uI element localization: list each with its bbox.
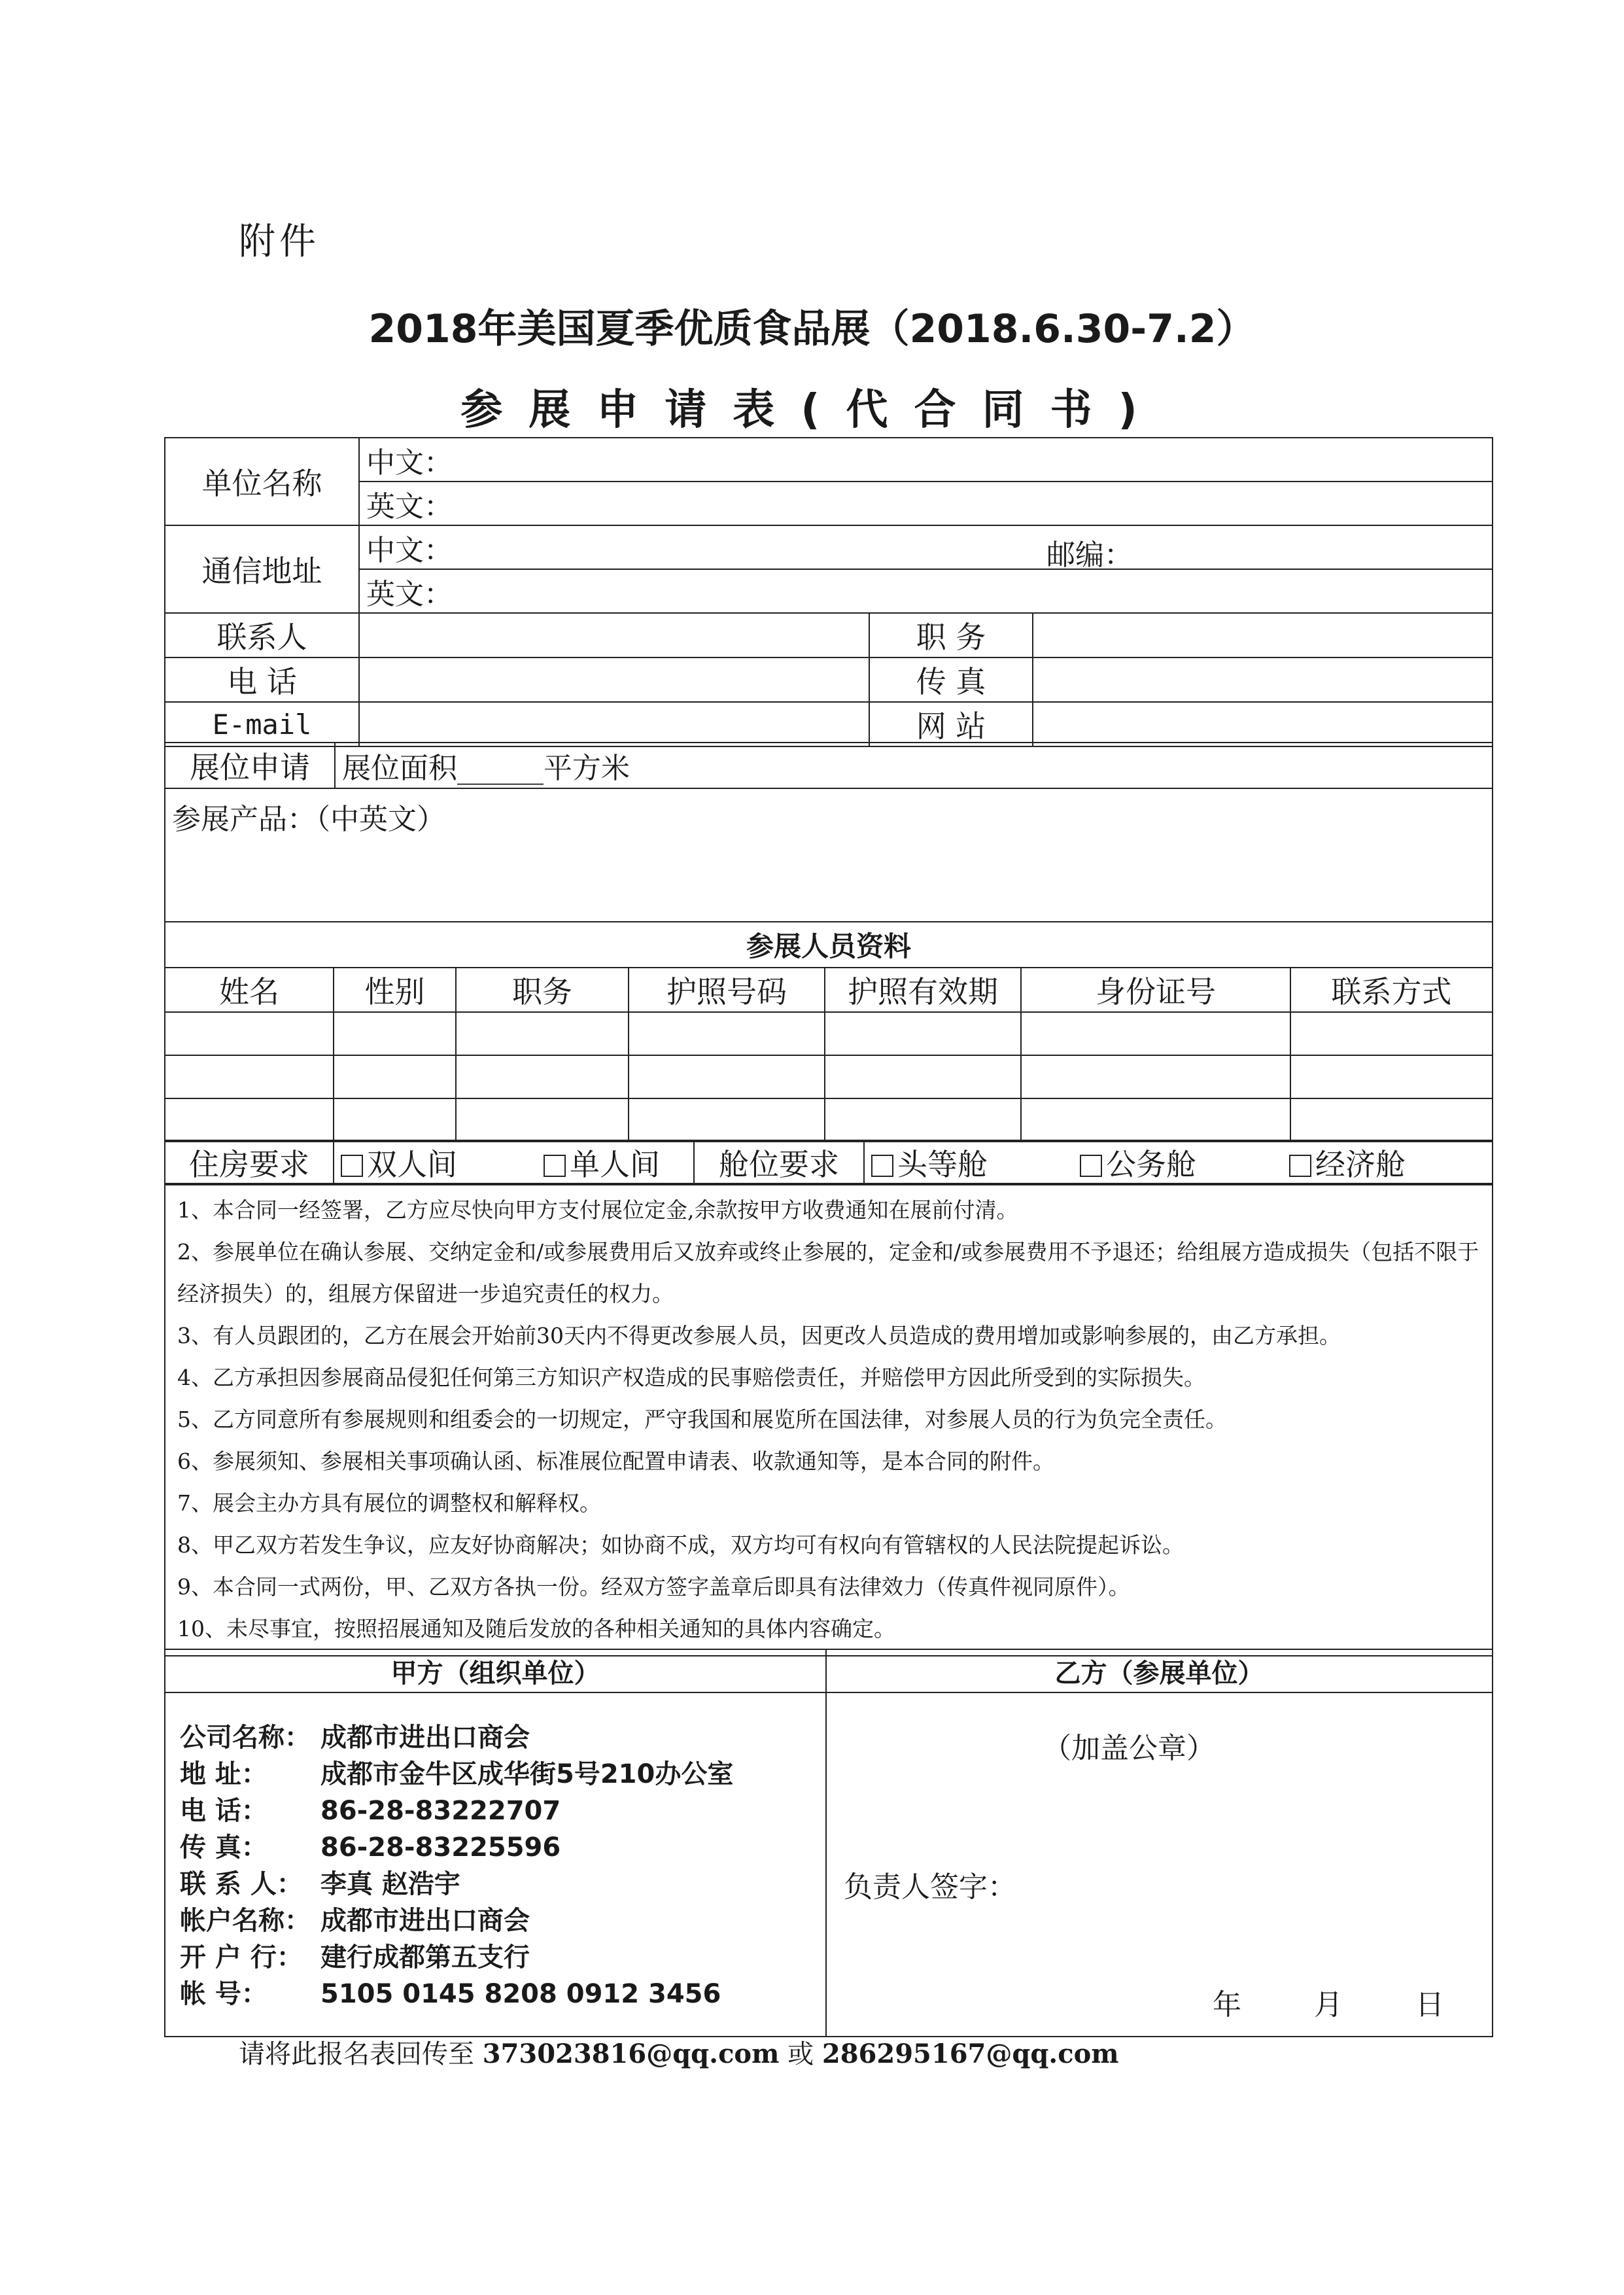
clause-item: 8、甲乙双方若发生争议，应友好协商解决；如协商不成，双方均可有权向有管辖权的人民法院提起诉讼。	[177, 1532, 1184, 1558]
fax-label: 传 真	[869, 657, 1033, 702]
business-class-label: 公务舱	[1106, 1147, 1196, 1182]
table-cell[interactable]	[1021, 1055, 1290, 1098]
party-b-title: 乙方（参展单位）	[826, 1649, 1493, 1692]
table-cell[interactable]	[629, 1098, 825, 1142]
company-info-table	[164, 437, 1493, 747]
company-name-cn-field[interactable]	[359, 438, 1493, 482]
signature-label: 负责人签字：	[844, 1870, 1016, 1904]
clause-item: 9、本合同一式两份，甲、乙双方各执一份。经双方签字盖章后即具有法律效力（传真件视同原件）。	[177, 1574, 1130, 1600]
first-class-label: 头等舱	[897, 1147, 988, 1182]
clause-item: 2、参展单位在确认参展、交纳定金和/或参展费用后又放弃或终止参展的，定金和/或参展费用不予退还；给组展方造成损失（包括不限于经济损失）的，组展方保留进一步追究责任的权力。	[177, 1239, 1479, 1306]
booth-label: 展位申请	[165, 743, 335, 788]
personnel-title: 参展人员资料	[165, 922, 1493, 968]
table-cell[interactable]	[1290, 1098, 1493, 1142]
address-label: 通信地址	[165, 525, 359, 613]
party-a-row: 电 话： 86-28-83222707	[180, 1796, 561, 1826]
clause-item: 7、展会主办方具有展位的调整权和解释权。	[177, 1490, 601, 1516]
email-field[interactable]	[359, 702, 869, 746]
table-cell[interactable]	[165, 1098, 334, 1142]
economy-class-label: 经济舱	[1315, 1147, 1406, 1182]
email-label: E-mail	[165, 702, 359, 746]
table-cell[interactable]	[1021, 1012, 1290, 1055]
table-cell[interactable]	[334, 1055, 456, 1098]
business-class-option[interactable]	[1073, 1140, 1283, 1185]
footer-note	[239, 2033, 1119, 2071]
footer-email-2[interactable]: 286295167@qq.com	[821, 2039, 1119, 2069]
table-cell[interactable]	[456, 1055, 629, 1098]
footer-or: 或	[787, 2039, 814, 2069]
table-row	[165, 1055, 1493, 1098]
table-cell[interactable]	[334, 1012, 456, 1055]
date-day: 日	[1415, 1988, 1444, 2022]
checkbox-icon[interactable]	[341, 1155, 363, 1177]
table-cell[interactable]	[825, 1098, 1021, 1142]
double-room-label: 双人间	[367, 1147, 457, 1182]
date-year: 年	[1213, 1988, 1241, 2022]
booth-area-field[interactable]: 展位面积______平方米	[335, 743, 1493, 788]
party-a-row: 帐 号： 5105 0145 8208 0912 3456	[180, 1979, 721, 2009]
table-cell[interactable]	[456, 1098, 629, 1142]
col-header-position: 职务	[456, 968, 629, 1012]
party-a-row: 帐户名称： 成都市进出口商会	[180, 1906, 530, 1936]
party-b-signature-area[interactable]	[826, 1692, 1493, 2037]
position-field[interactable]	[1033, 613, 1493, 657]
party-a-row: 公司名称： 成都市进出口商会	[180, 1723, 530, 1753]
table-cell[interactable]	[1290, 1012, 1493, 1055]
seal-placeholder: （加盖公章）	[1043, 1732, 1215, 1765]
double-room-option[interactable]	[334, 1140, 537, 1185]
company-name-en-field[interactable]	[359, 482, 1493, 525]
room-label: 住房要求	[165, 1140, 334, 1185]
fax-field[interactable]	[1033, 657, 1493, 702]
website-label: 网 站	[869, 702, 1033, 746]
contact-label: 联系人	[165, 613, 359, 657]
booth-table	[164, 742, 1493, 922]
form-subtitle: 参展申请表(代合同书)	[460, 386, 1164, 434]
address-cn-field[interactable]	[359, 525, 1493, 569]
en-label: 英文：	[366, 577, 453, 611]
position-label: 职 务	[869, 613, 1033, 657]
table-cell[interactable]	[165, 1012, 334, 1055]
company-name-label: 单位名称	[165, 438, 359, 525]
clause-item: 4、乙方承担因参展商品侵犯任何第三方知识产权造成的民事赔偿责任，并赔偿甲方因此所受到的实际损失。	[177, 1365, 1205, 1390]
table-cell[interactable]	[1021, 1098, 1290, 1142]
first-class-option[interactable]	[864, 1140, 1073, 1185]
contract-clauses	[165, 1183, 1493, 1656]
economy-class-option[interactable]	[1283, 1140, 1493, 1185]
website-field[interactable]	[1033, 702, 1493, 746]
table-row	[165, 1012, 1493, 1055]
date-month: 月	[1314, 1988, 1343, 2022]
party-a-row: 联 系 人： 李真 赵浩宇	[180, 1869, 460, 1899]
phone-label: 电 话	[165, 657, 359, 702]
attachment-label: 附件	[239, 220, 320, 263]
postcode-label: 邮编：	[1046, 538, 1133, 569]
checkbox-icon[interactable]	[1289, 1155, 1311, 1177]
products-field[interactable]	[165, 788, 1493, 922]
cn-label: 中文：	[366, 533, 453, 567]
table-cell[interactable]	[165, 1055, 334, 1098]
col-header-passport-expiry: 护照有效期	[825, 968, 1021, 1012]
lodging-table	[164, 1140, 1493, 1185]
table-row	[165, 1098, 1493, 1142]
footer-prefix: 请将此报名表回传至	[239, 2039, 474, 2069]
cabin-label: 舱位要求	[694, 1140, 864, 1185]
checkbox-icon[interactable]	[544, 1155, 566, 1177]
col-header-contact: 联系方式	[1290, 968, 1493, 1012]
checkbox-icon[interactable]	[1080, 1155, 1102, 1177]
address-en-field[interactable]	[359, 569, 1493, 613]
party-a-row: 开 户 行： 建行成都第五支行	[180, 1942, 530, 1972]
party-a-row: 传 真： 86-28-83225596	[180, 1832, 561, 1863]
party-a-row: 地 址： 成都市金牛区成华街5号210办公室	[180, 1759, 734, 1789]
single-room-option[interactable]	[537, 1140, 694, 1185]
table-cell[interactable]	[629, 1055, 825, 1098]
contact-field[interactable]	[359, 613, 869, 657]
en-label: 英文：	[366, 489, 453, 523]
clause-item: 5、乙方同意所有参展规则和组委会的一切规定，严守我国和展览所在国法律，对参展人员的行为负完全责任。	[177, 1407, 1227, 1432]
table-cell[interactable]	[629, 1012, 825, 1055]
clauses-table	[164, 1183, 1493, 1656]
col-header-passport-no: 护照号码	[629, 968, 825, 1012]
cn-label: 中文：	[366, 446, 453, 480]
table-cell[interactable]	[825, 1055, 1021, 1098]
col-header-name: 姓名	[165, 968, 334, 1012]
single-room-label: 单人间	[570, 1147, 660, 1182]
phone-field[interactable]	[359, 657, 869, 702]
col-header-id-no: 身份证号	[1021, 968, 1290, 1012]
table-cell[interactable]	[825, 1012, 1021, 1055]
parties-table	[164, 1649, 1493, 2037]
personnel-table	[164, 921, 1493, 1142]
party-a-info	[165, 1692, 826, 2037]
clause-item: 10、未尽事宜，按照招展通知及随后发放的各种相关通知的具体内容确定。	[177, 1616, 895, 1641]
party-a-title: 甲方（组织单位）	[165, 1649, 826, 1692]
products-label: 参展产品：（中英文）	[172, 803, 445, 836]
footer-email-1[interactable]: 373023816@qq.com	[482, 2039, 780, 2069]
clause-item: 3、有人员跟团的，乙方在展会开始前30天内不得更改参展人员，因更改人员造成的费用增加或影响参展的，由乙方承担。	[177, 1323, 1341, 1348]
col-header-gender: 性别	[334, 968, 456, 1012]
clause-item: 6、参展须知、参展相关事项确认函、标准展位配置申请表、收款通知等，是本合同的附件。	[177, 1448, 1054, 1474]
table-cell[interactable]	[334, 1098, 456, 1142]
table-cell[interactable]	[1290, 1055, 1493, 1098]
table-cell[interactable]	[456, 1012, 629, 1055]
page-title: 2018年美国夏季优质食品展（2018.6.30-7.2）	[368, 306, 1256, 352]
checkbox-icon[interactable]	[871, 1155, 893, 1177]
clause-item: 1、本合同一经签署，乙方应尽快向甲方支付展位定金,余款按甲方收费通知在展前付清。	[177, 1197, 1018, 1223]
